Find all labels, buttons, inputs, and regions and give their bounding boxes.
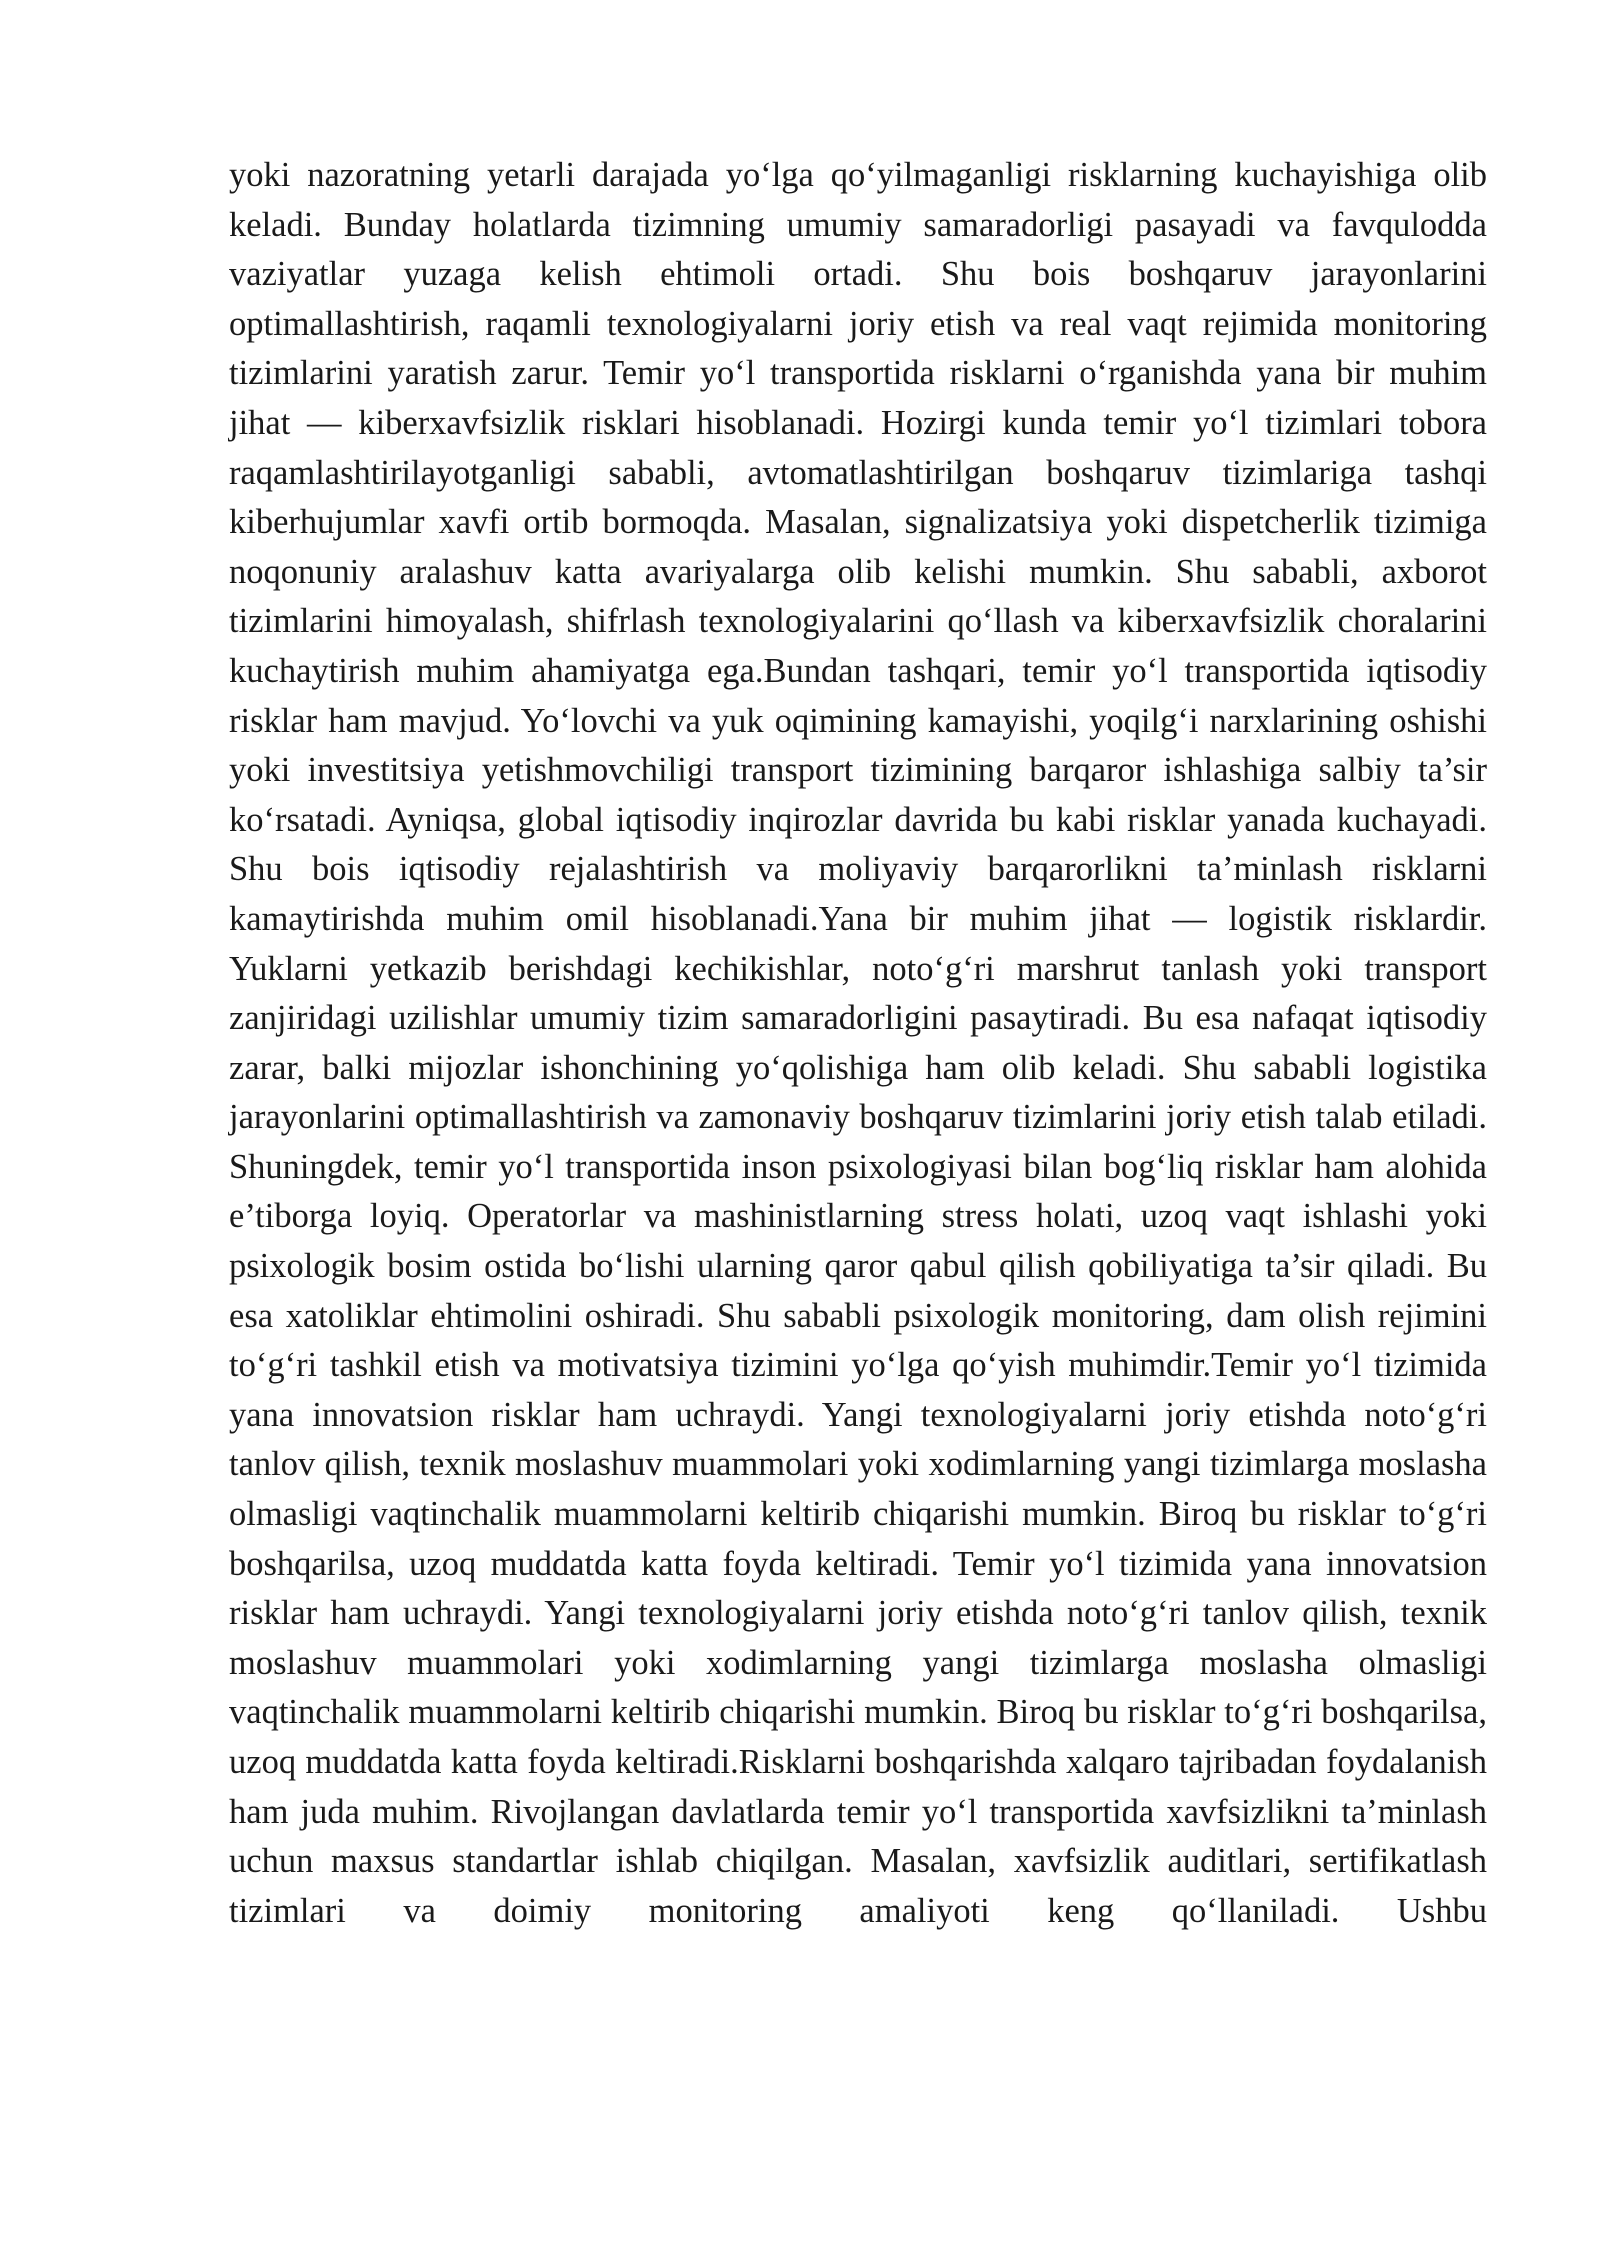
body-paragraph: yoki nazoratning yetarli darajada yo‘lga qo‘yilmaganligi risklarning kuchayishiga olib keladi. Bunday holatlarda tizimning umumiy samaradorligi pasayadi va favqulodda vaziyatlar yuzaga kelish ehtimoli ortadi. Shu bois boshqaruv jarayonlarini optimallashtirish, raqamli texnologiyalarni joriy etish va real vaqt rejimida monitoring tizimlarini yaratish zarur. Temir yo‘l transportida risklarni o‘rganishda yana bir muhim jihat — kiberxavfsizlik risklari hisoblanadi. Hozirgi kunda temir yo‘l tizimlari tobora raqamlashtirilayotganligi sababli, avtomatlashtirilgan boshqaruv tizimlariga tashqi kiberhujumlar xavfi ortib bormoqda. Masalan, signalizatsiya yoki dispetcherlik tizimiga noqonuniy aralashuv katta avariyalarga olib kelishi mumkin. Shu sababli, axborot tizimlarini himoyalash, shifrlash texnologiyalarini qo‘llash va kiberxavfsizlik choralarini kuchaytirish muhim ahamiyatga ega.Bundan tashqari, temir yo‘l transportida iqtisodiy risklar ham mavjud. Yo‘lovchi va yuk oqimining kamayishi, yoqilg‘i narxlarining oshishi yoki investitsiya yetishmovchiligi transport tizimining barqaror ishlashiga salbiy ta’sir ko‘rsatadi. Ayniqsa, global iqtisodiy inqirozlar davrida bu kabi risklar yanada kuchayadi. Shu bois iqtisodiy rejalashtirish va moliyaviy barqarorlikni ta’minlash risklarni kamaytirishda muhim omil hisoblanadi.Yana bir muhim jihat — logistik risklardir. Yuklarni yetkazib berishdagi kechikishlar, noto‘g‘ri marshrut tanlash yoki transport zanjiridagi uzilishlar umumiy tizim samaradorligini pasaytiradi. Bu esa nafaqat iqtisodiy zarar, balki mijozlar ishonchining yo‘qolishiga ham olib keladi. Shu sababli logistika jarayonlarini optimallashtirish va zamonaviy boshqaruv tizimlarini joriy etish talab etiladi. Shuningdek, temir yo‘l transportida inson psixologiyasi bilan bog‘liq risklar ham alohida e’tiborga loyiq. Operatorlar va mashinistlarning stress holati, uzoq vaqt ishlashi yoki psixologik bosim ostida bo‘lishi ularning qaror qabul qilish qobiliyatiga ta’sir qiladi. Bu esa xatoliklar ehtimolini oshiradi. Shu sababli psixologik monitoring, dam olish rejimini to‘g‘ri tashkil etish va motivatsiya tizimini yo‘lga qo‘yish muhimdir.Temir yo‘l tizimida yana innovatsion risklar ham uchraydi. Yangi texnologiyalarni joriy etishda noto‘g‘ri tanlov qilish, texnik moslashuv muammolari yoki xodimlarning yangi tizimlarga moslasha olmasligi vaqtinchalik muammolarni keltirib chiqarishi mumkin. Biroq bu risklar to‘g‘ri boshqarilsa, uzoq muddatda katta foyda keltiradi. Temir yo‘l tizimida yana innovatsion risklar ham uchraydi. Yangi texnologiyalarni joriy etishda noto‘g‘ri tanlov qilish, texnik moslashuv muammolari yoki xodimlarning yangi tizimlarga moslasha olmasligi vaqtinchalik muammolarni keltirib chiqarishi mumkin. Biroq bu risklar to‘g‘ri boshqarilsa, uzoq muddatda katta foyda keltiradi.Risklarni boshqarishda xalqaro tajribadan foydalanish ham juda muhim. Rivojlangan davlatlarda temir yo‘l transportida xavfsizlikni ta’minlash uchun maxsus standartlar ishlab chiqilgan. Masalan, xavfsizlik auditlari, sertifikatlash tizimlari va doimiy monitoring amaliyoti keng qo‘llaniladi. Ushbu [229,156,1487,1930]
